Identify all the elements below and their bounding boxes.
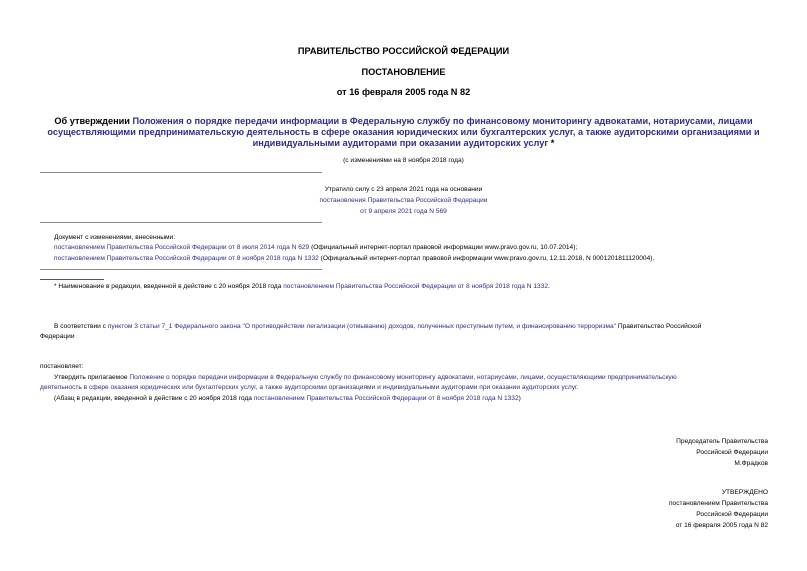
edit-note-prefix: (Абзац в редакции, введенной в действие с 20 ноября 2018 года xyxy=(54,395,254,402)
approved-country: Российской Федерации xyxy=(696,511,768,518)
edit-note-end: ) xyxy=(518,395,521,402)
amendment-source-2018: (Официальный интернет-портал правовой информации www.pravo.gov.ru, 12.11.2018, N 0001201811120004). xyxy=(318,255,655,262)
approve-word: Утвердить прилагаемое xyxy=(54,374,130,381)
preamble-line-2: Федерации xyxy=(40,333,75,340)
approved-heading: УТВЕРЖДЕНО xyxy=(721,489,768,496)
resolves-label: постановляет: xyxy=(40,363,84,370)
title-footnote-star: * xyxy=(548,138,555,148)
approve-line-2[interactable]: деятельность в сфере оказания юридических или бухгалтерских услуг, а также аудиторскими организациями и индивидуальными аудиторами при оказании аудиторских услуг. xyxy=(40,384,579,391)
footnote-end: . xyxy=(548,283,550,290)
amendment-source-2014: (Официальный интернет-портал правовой информации www.pravo.gov.ru, 10.07.2014); xyxy=(309,244,578,251)
footnote xyxy=(54,282,550,292)
title-prefix: Об утверждении xyxy=(54,116,133,126)
edit-note xyxy=(54,394,521,404)
signature-name: М.Фрадков xyxy=(734,460,768,467)
document-title-line-3 xyxy=(0,138,807,149)
amendment-link-2018[interactable]: постановлением Правительства Российской Федерации от 8 ноября 2018 года N 1332 xyxy=(54,255,319,262)
approved-date: от 16 февраля 2005 года N 82 xyxy=(675,522,768,529)
approve-line-1 xyxy=(54,373,768,383)
amendment-item-1 xyxy=(54,243,577,253)
lost-force-link-line-3[interactable]: от 9 апреля 2021 года N 569 xyxy=(360,208,447,215)
document-type-heading: ПОСТАНОВЛЕНИЕ xyxy=(361,67,446,77)
separator-line xyxy=(40,269,322,270)
preamble-line-1 xyxy=(54,322,701,332)
changes-note: (с изменениями на 8 ноября 2018 года) xyxy=(343,157,464,164)
government-heading: ПРАВИТЕЛЬСТВО РОССИЙСКОЙ ФЕДЕРАЦИИ xyxy=(297,46,510,56)
edit-note-link[interactable]: постановлением Правительства Российской Федерации от 8 ноября 2018 года N 1332 xyxy=(253,395,519,402)
preamble-text-end: Правительство Российской xyxy=(616,323,702,330)
footnote-rule xyxy=(40,279,104,280)
amendments-intro: Документ с изменениями, внесенными: xyxy=(54,234,176,241)
lost-force-line-1: Утратило силу с 23 апреля 2021 года на основании xyxy=(324,186,483,193)
approved-by-line: постановлением Правительства xyxy=(668,500,768,507)
document-title-line-2[interactable]: осуществляющими предпринимательскую деятельность в сфере оказания юридических или бухгалтерских услуг, а также аудиторскими организациями и xyxy=(47,127,760,137)
lost-force-link-line-2[interactable]: постановления Правительства Российской Федерации xyxy=(319,197,488,204)
separator-line xyxy=(40,172,322,173)
title-line-3-link[interactable]: индивидуальными аудиторами при оказании аудиторских услуг xyxy=(252,138,549,148)
preamble-law-link[interactable]: пунктом 3 статьи 7_1 Федерального закона "О противодействии легализации (отмыванию) доходов, полученных преступным путем, и финансированию терроризма" xyxy=(107,323,617,330)
signature-country: Российской Федерации xyxy=(696,449,768,456)
amendment-item-2 xyxy=(54,254,654,264)
signature-position: Председатель Правительства xyxy=(676,438,768,445)
title-regulation-link[interactable]: Положения о порядке передачи информации в Федеральную службу по финансовому мониторингу адвокатами, нотариусами, лицами xyxy=(132,116,753,126)
document-title-line-1 xyxy=(0,116,807,127)
footnote-link[interactable]: постановлением Правительства Российской Федерации от 8 ноября 2018 года N 1332 xyxy=(283,283,549,290)
approve-regulation-link[interactable]: Положение о порядке передачи информации в Федеральную службу по финансовому мониторингу адвокатами, нотариусами, лицами, осуществляющими предпринимательскую xyxy=(129,374,677,381)
amendment-link-2014[interactable]: постановлением Правительства Российской Федерации от 8 июля 2014 года N 629 xyxy=(54,244,310,251)
document-date-number: от 16 февраля 2005 года N 82 xyxy=(336,87,471,97)
separator-line xyxy=(40,222,322,223)
footnote-text: * Наименование в редакции, введенной в действие с 20 ноября 2018 года xyxy=(54,283,284,290)
preamble-text: В соответствии с xyxy=(54,323,108,330)
